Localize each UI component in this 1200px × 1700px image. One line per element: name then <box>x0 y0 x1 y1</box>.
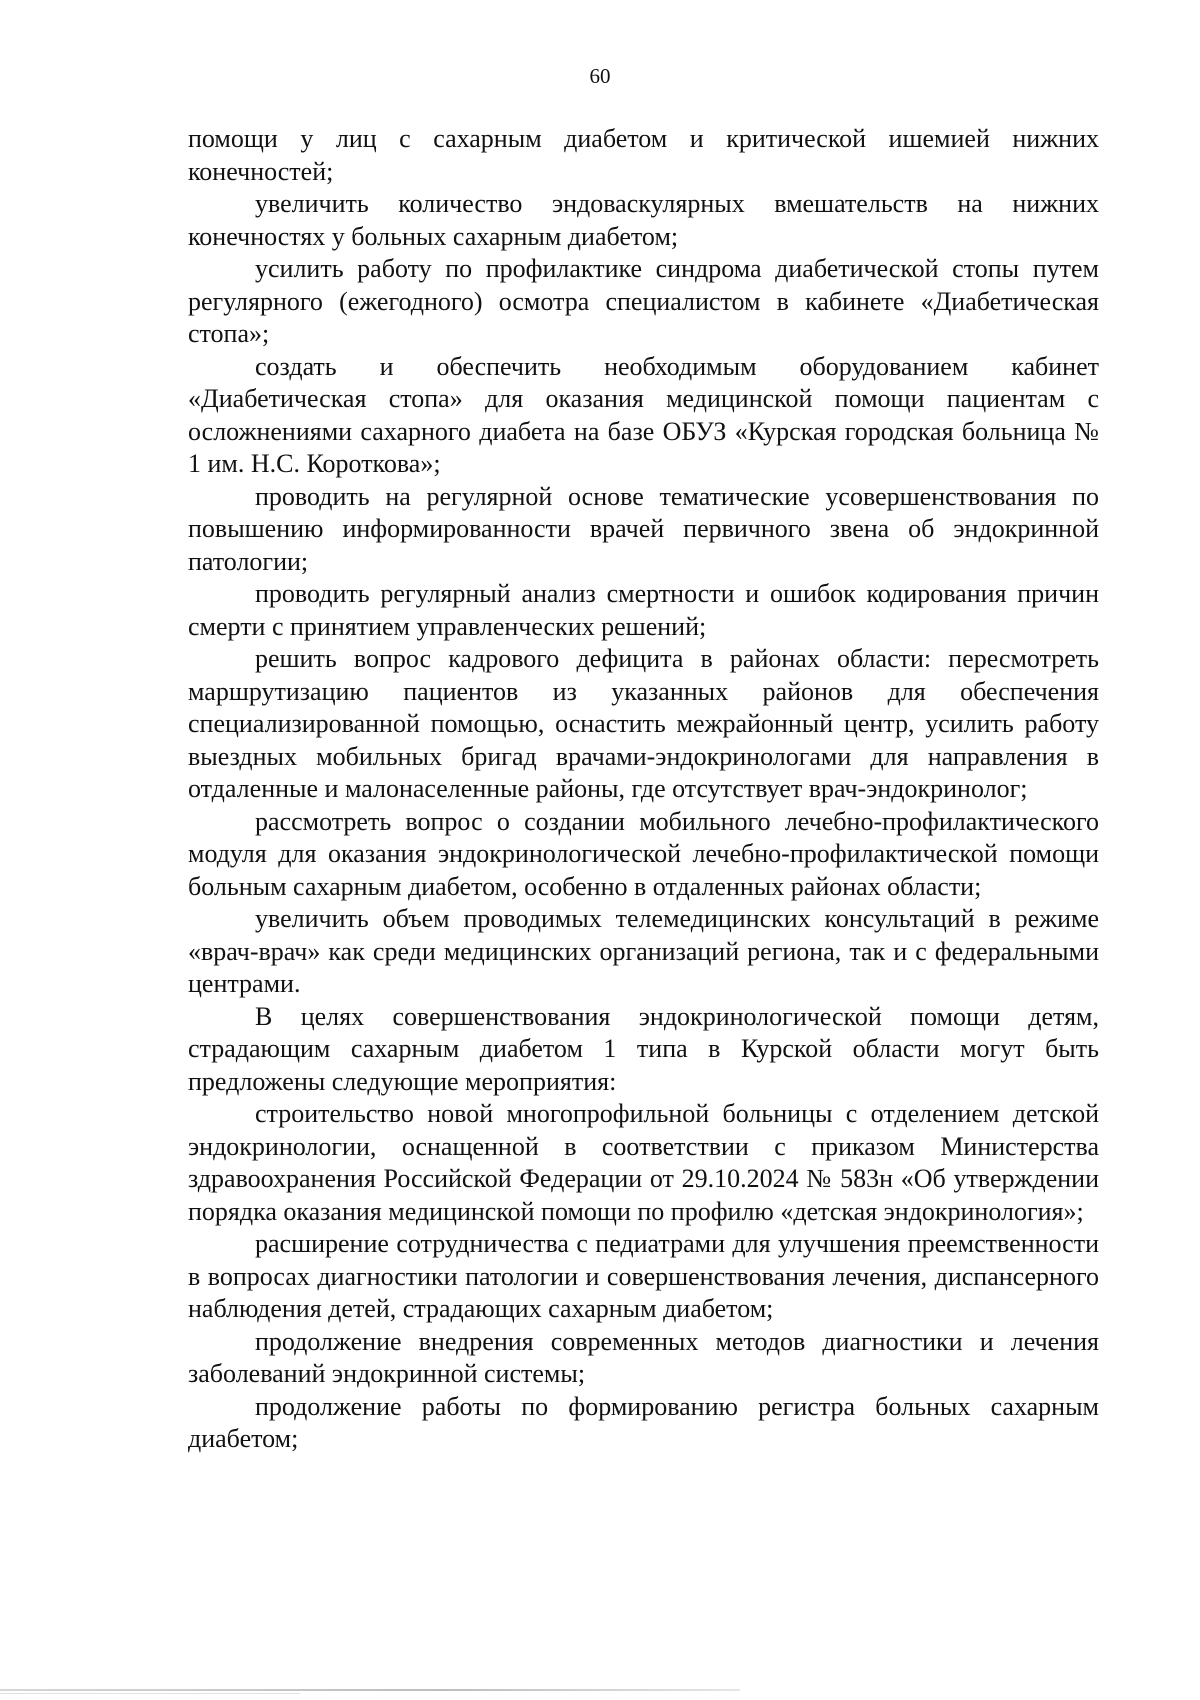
paragraph: продолжение работы по формированию регистра больных сахарным диабетом; <box>188 1391 1099 1453</box>
paragraph: В целях совершенствования эндокринологической помощи детям, страдающим сахарным диабетом 1 типа в Курской области могут быть предложены следующие мероприятия: <box>188 1001 1099 1096</box>
paragraph: усилить работу по профилактике синдрома диабетической стопы путем регулярного (ежегодного) осмотра специалистом в кабинете «Диабетическая стопа»; <box>188 254 1099 348</box>
paragraph: увеличить объем проводимых телемедицинских консультаций в режиме «врач-врач» как среди медицинских организаций региона, так и с федеральными центрами. <box>188 904 1099 998</box>
paragraph: продолжение внедрения современных методов диагностики и лечения заболеваний эндокринной системы; <box>188 1326 1099 1388</box>
paragraph-continuation: помощи у лиц с сахарным диабетом и критической ишемией нижних конечностей; <box>188 124 1099 186</box>
paragraph: увеличить количество эндоваскулярных вмешательств на нижних конечностях у больных сахарным диабетом; <box>188 189 1099 251</box>
document-body <box>188 123 1099 1456</box>
scan-edge-line <box>0 1693 300 1694</box>
paragraph: решить вопрос кадрового дефицита в районах области: пересмотреть маршрутизацию пациентов из указанных районов для обеспечения специализированной помощью, оснастить межрайонный центр, усилить работу выездных мобильных бригад врачами-эндокринологами для направления в отдаленные и малонаселенные районы, где отсутствует врач-эндокринолог; <box>188 644 1099 803</box>
page-number: 60 <box>589 64 611 88</box>
paragraph: проводить регулярный анализ смертности и ошибок кодирования причин смерти с принятием управленческих решений; <box>188 579 1099 641</box>
paragraph: строительство новой многопрофильной больницы с отделением детской эндокринологии, оснащенной в соответствии с приказом Министерства здравоохранения Российской Федерации от 29.10.2024 № 583н «Об утверждении порядка оказания медицинской помощи по профилю «детская эндокринология»; <box>188 1099 1099 1226</box>
paragraph: рассмотреть вопрос о создании мобильного лечебно-профилактического модуля для оказания эндокринологической лечебно-профилактической помощи больным сахарным диабетом, особенно в отдаленных районах области; <box>188 806 1099 901</box>
scan-edge-line <box>0 1689 740 1691</box>
paragraph: проводить на регулярной основе тематические усовершенствования по повышению информированности врачей первичного звена об эндокринной патологии; <box>188 481 1099 576</box>
paragraph: создать и обеспечить необходимым оборудованием кабинет «Диабетическая стопа» для оказания медицинской помощи пациентам с осложнениями сахарного диабета на базе ОБУЗ «Курская городская больница № 1 им. Н.С. Короткова»; <box>188 351 1099 478</box>
paragraph: расширение сотрудничества с педиатрами для улучшения преемственности в вопросах диагностики патологии и совершенствования лечения, диспансерного наблюдения детей, страдающих сахарным диабетом; <box>188 1229 1099 1323</box>
